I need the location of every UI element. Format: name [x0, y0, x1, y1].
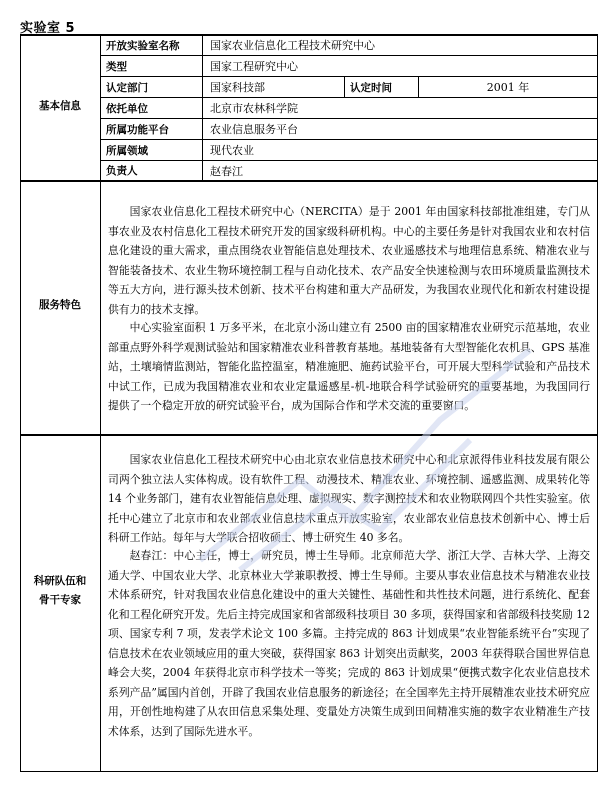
lab-name-label: 开放实验室名称: [106, 39, 180, 52]
platform-value: 农业信息服务平台: [210, 123, 298, 136]
approval-time-value: 2001 年: [486, 81, 530, 94]
basic-row-line: [100, 55, 598, 56]
basic-mid-divider-a: [344, 76, 345, 97]
host-unit-label: 依托单位: [106, 102, 148, 115]
service-paragraph-1: 国家农业信息化工程技术研究中心（NERCITA）是于 2001 年由国家科技部批准组建，专门从事农业及农村信息化工程技术研究开发的国家级科研机构。中心的主要任务是针对我国农业和农村信息化建设的重大需求，重点围绕农业智能信息处理技术、农业遥感技术与地理信息系统、精准农业与智能装备技术、农业生物环境控制工程与自动化技术、农产品安全快速检测与农田环境质量监测技术等五大方向，进行源头技术创新、技术平台构建和重大产品研发，为我国农业现代化和新农村建设提供有力的技术支撑。: [108, 205, 590, 316]
type-label: 类型: [106, 60, 127, 73]
section-divider: [20, 180, 598, 182]
basic-row-line: [100, 139, 598, 140]
approval-dept-label: 认定部门: [106, 81, 148, 94]
approval-time-label: 认定时间: [350, 81, 392, 94]
team-section-label-line1: 科研队伍和: [33, 575, 87, 587]
table-right-border: [597, 34, 598, 772]
basic-row-line: [100, 118, 598, 119]
director-label: 负责人: [106, 165, 138, 177]
basic-info-section-label: 基本信息: [39, 100, 81, 112]
host-unit-value: 北京市农林科学院: [210, 102, 298, 115]
lab-info-table: [20, 34, 598, 772]
basic-row-line: [100, 97, 598, 98]
team-paragraph-1: 国家农业信息化工程技术研究中心由北京农业信息技术研究中心和北京派得伟业科技发展有限公司两个独立法人实体构成。设有软件工程、动漫技术、精准农业、环境控制、遥感监测、成果转化等 14 个业务部门，建有农业智能信息处理、虚拟现实、数字测控技术和农业物联网四个共性实验室。依托中心建立了北京市和农业部农业信息技术重点开放实验室，农业部农业信息技术创新中心、博士后科研工作站。每年与大学联合招收硕士、博士研究生 40 多名。: [108, 453, 590, 544]
field-value: 现代农业: [210, 144, 254, 157]
team-section-label-line2: 骨干专家: [39, 594, 81, 606]
lab-name-value: 国家农业信息化工程技术研究中心: [210, 39, 375, 52]
page-title: 实验室 5: [20, 21, 76, 36]
team-paragraph-2: 赵春江：中心主任，博士，研究员，博士生导师。北京师范大学、浙江大学、吉林大学、上海交通大学、中国农业大学、北京林业大学兼职教授、博士生导师。主要从事农业信息技术与精准农业技术体系研究，针对我国农业信息化建设中的重大关键性、基础性和共性技术问题，进行系统化、配套化和工程化研究开发。先后主持完成国家和省部级科技项目 30 多项，获得国家和省部级科技奖励 12 项、国家专利 7 项，发表学术论文 100 多篇。主持完成的 863 计划成果“农业智能系统平台”实现了信息技术在农业领域应用的重大突破，获得国家 863 计划突出贡献奖，2003 年获得联合国世界信息峰会大奖，2004 年获得北京市科学技术一等奖；完成的 863 计划成果“便携式数字化农业信息技术系列产品”属国内首创，开辟了我国农业信息服务的新途径；在全国率先主持开展精准农业技术研究应用，开创性地构建了从农田信息采集处理、变量处方决策生成到田间精准实施的数字农业精准生产技术体系，达到了国际先进水平。: [108, 549, 590, 738]
service-paragraph-2: 中心实验室面积 1 万多平米，在北京小汤山建立有 2500 亩的国家精准农业研究示范基地，农业部重点野外科学观测试验站和国家精准农业科普教育基地。基地装备有大型智能化农机具、GPS 基准站，土壤墒情监测站，智能化监控温室，精准施肥、施药试验平台，可开展大型科学试验和产品技术中试工作，已成为我国精准农业和农业定量遥感星-机-地联合科学试验研究的重要基地，为我国同行提供了一个稳定开放的研究试验平台，成为国际合作和学术交流的重要窗口。: [108, 321, 590, 412]
team-section-label: [20, 572, 100, 610]
table-bottom-border: [20, 771, 598, 772]
type-value: 国家工程研究中心: [210, 60, 298, 73]
platform-label: 所属功能平台: [106, 123, 169, 136]
table-left-border: [20, 34, 21, 772]
director-value: 赵春江: [210, 164, 243, 178]
field-label: 所属领域: [106, 144, 148, 157]
approval-dept-value: 国家科技部: [210, 81, 265, 94]
section-divider: [20, 434, 598, 436]
service-section-label: 服务特色: [39, 299, 81, 311]
section-column-divider: [100, 34, 101, 772]
basic-row-line: [100, 160, 598, 161]
